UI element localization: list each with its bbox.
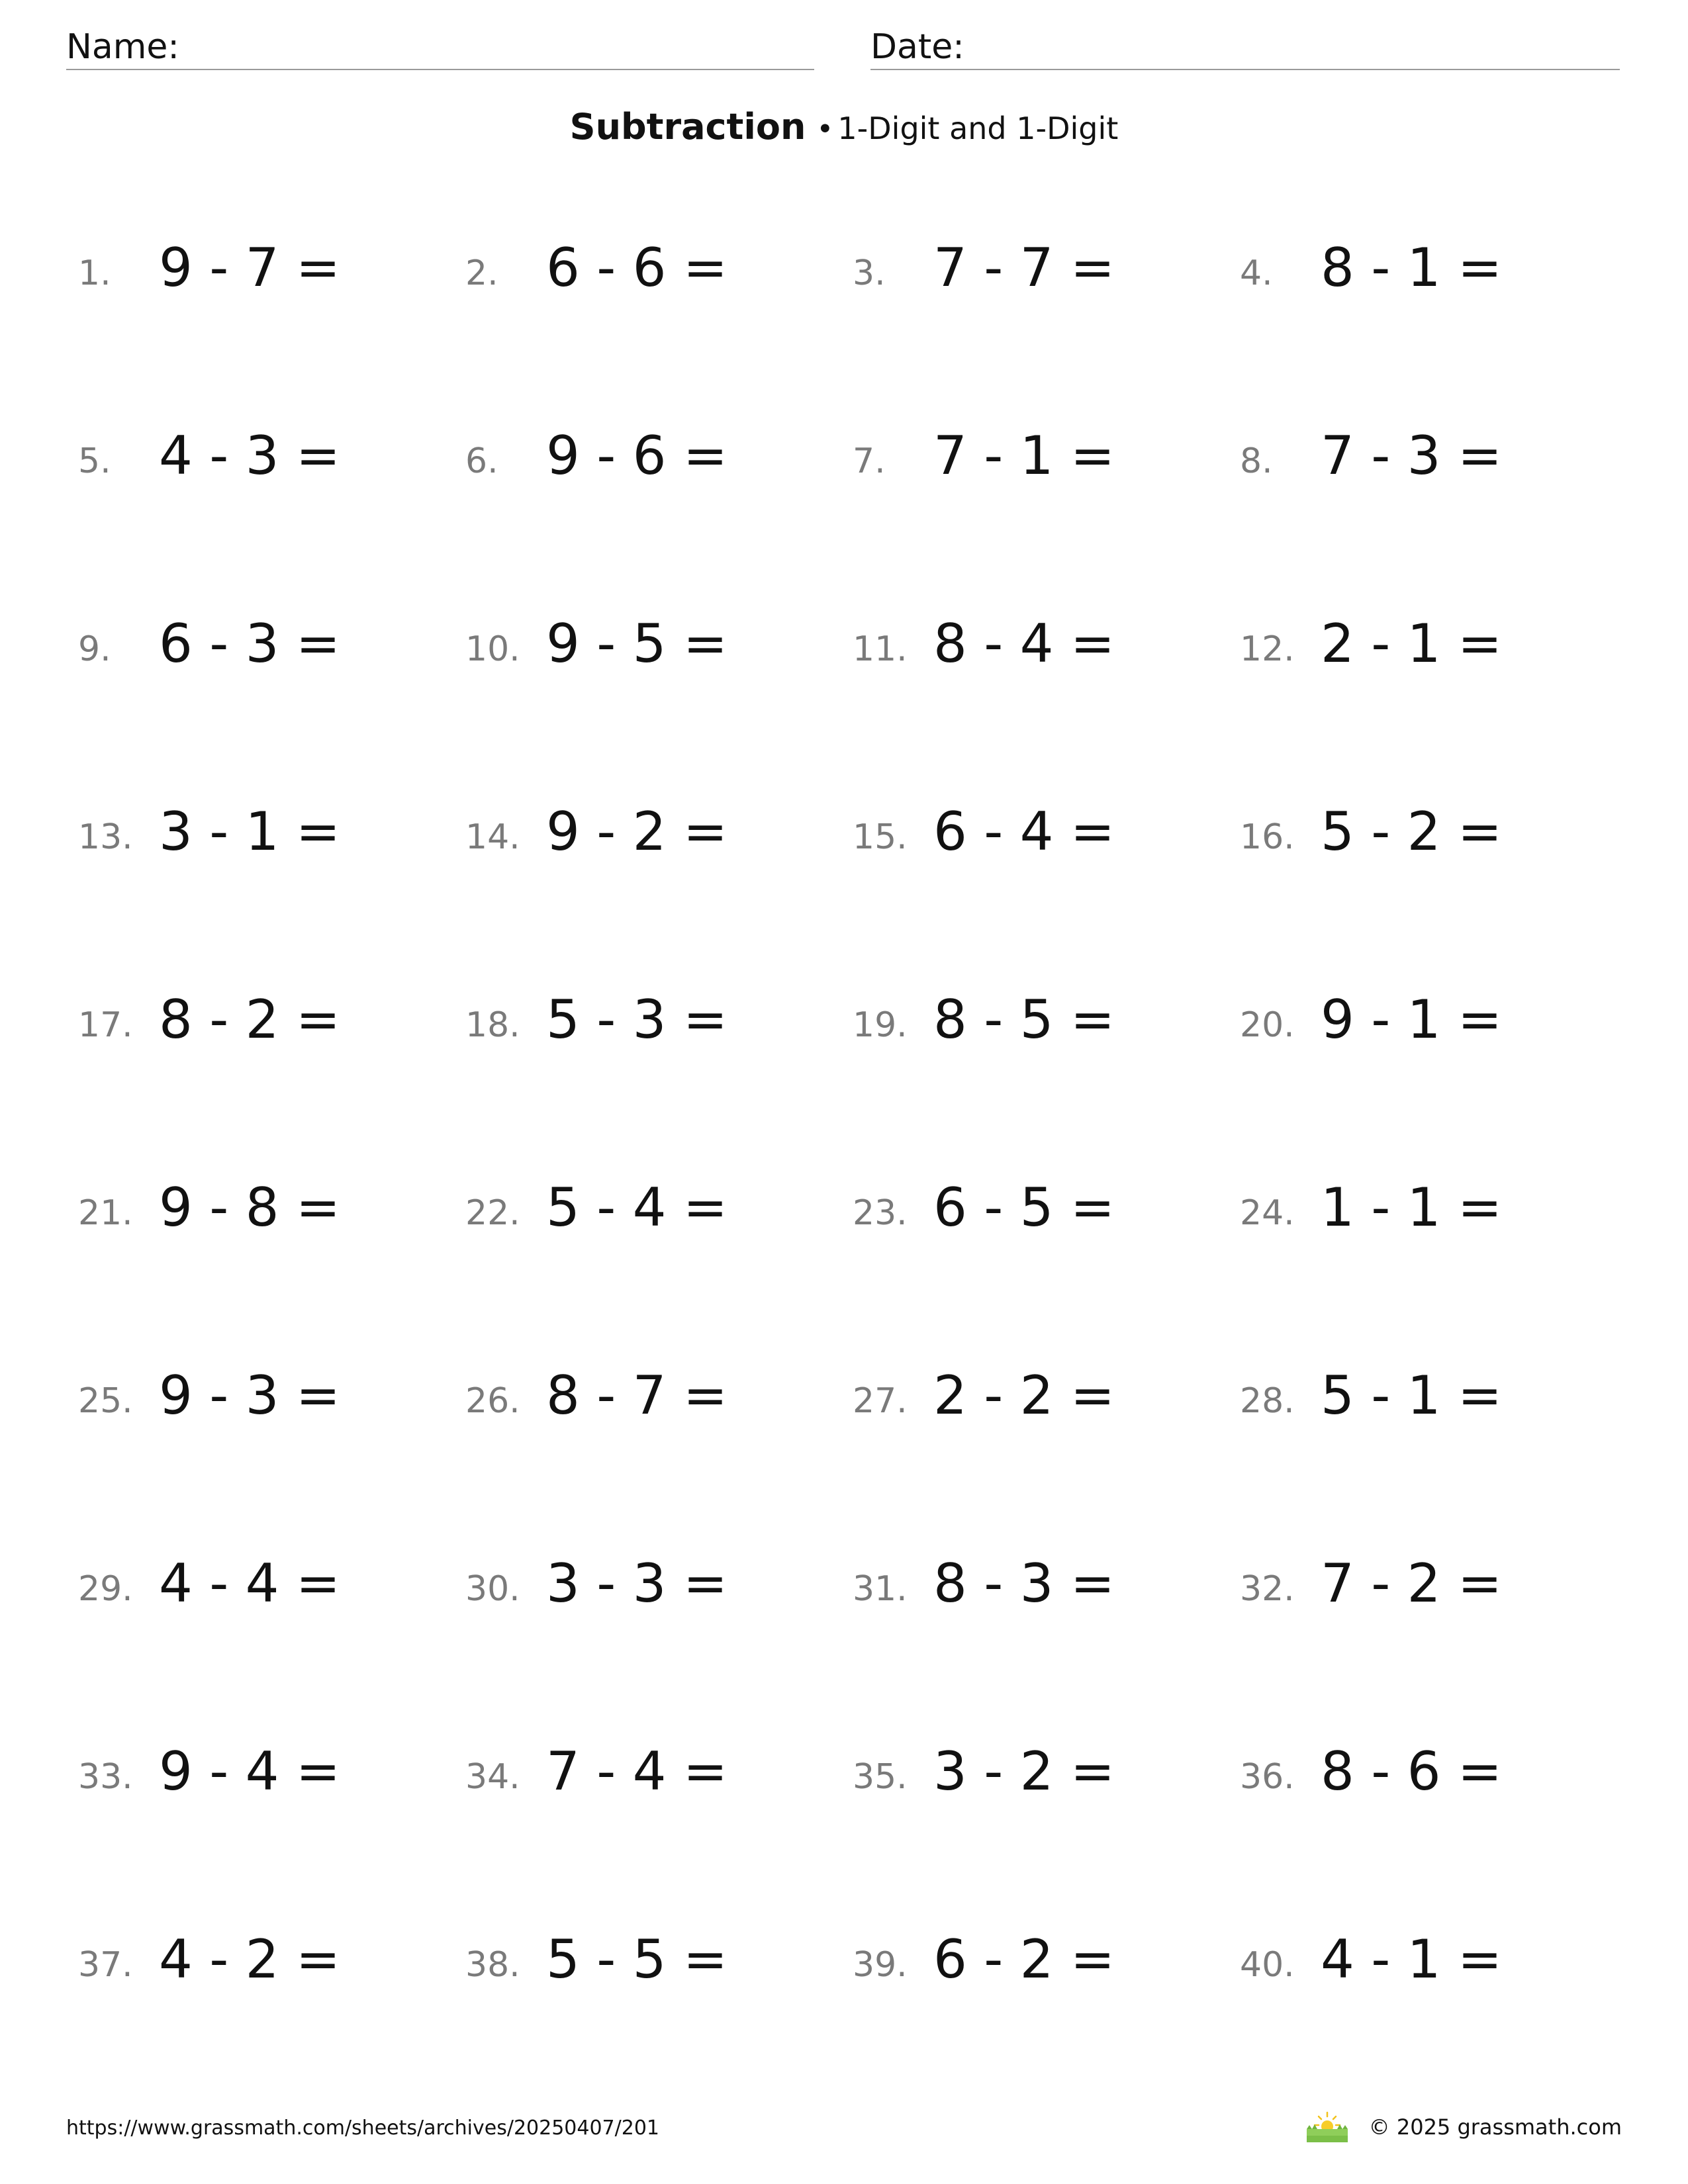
problem-expression: 7 - 2 = [1321,1553,1502,1614]
problem-number: 34. [465,1757,520,1797]
problem-number: 7. [853,441,886,481]
problem-expression: 8 - 7 = [546,1365,727,1426]
problem-expression: 5 - 2 = [1321,801,1502,862]
problem-number: 27. [853,1381,908,1421]
problem-expression: 9 - 1 = [1321,989,1502,1050]
problem-expression: 7 - 7 = [933,237,1115,298]
problem-expression: 6 - 6 = [546,237,727,298]
problem-expression: 3 - 1 = [159,801,340,862]
problem-expression: 2 - 2 = [933,1365,1115,1426]
name-field[interactable] [66,24,814,70]
problem-item [465,1732,836,1811]
problem-number: 19. [853,1005,908,1045]
problem-expression: 4 - 4 = [159,1553,340,1614]
problem-item [78,1544,449,1623]
problem-number: 23. [853,1193,908,1233]
worksheet-title [0,106,1688,148]
problem-number: 26. [465,1381,520,1421]
problem-item [853,1732,1223,1811]
problem-item [853,1920,1223,1999]
title-subtitle: 1-Digit and 1-Digit [837,111,1119,146]
problem-item [1240,1732,1611,1811]
problem-expression: 6 - 5 = [933,1177,1115,1238]
problem-expression: 4 - 1 = [1321,1929,1502,1990]
problem-number: 12. [1240,629,1295,669]
problem-expression: 8 - 6 = [1321,1741,1502,1802]
problem-item [1240,1544,1611,1623]
problem-number: 14. [465,817,520,857]
problem-expression: 4 - 3 = [159,425,340,486]
problem-expression: 5 - 4 = [546,1177,727,1238]
problem-number: 5. [78,441,111,481]
problem-item [465,604,836,684]
problem-expression: 9 - 5 = [546,613,727,674]
problem-item [853,1356,1223,1435]
problem-item [465,980,836,1060]
problem-item [78,1356,449,1435]
name-label: Name: [66,27,179,67]
problem-expression: 5 - 1 = [1321,1365,1502,1426]
problem-grid [0,228,1688,2115]
problem-item [78,980,449,1060]
problem-item [465,1544,836,1623]
problem-item [78,792,449,872]
grass-sun-icon [1304,2111,1350,2144]
problem-number: 39. [853,1945,908,1985]
problem-number: 37. [78,1945,133,1985]
date-field[interactable] [870,24,1620,70]
problem-number: 18. [465,1005,520,1045]
problem-expression: 8 - 3 = [933,1553,1115,1614]
problem-number: 11. [853,629,908,669]
problem-item [78,1168,449,1248]
problem-item [1240,1168,1611,1248]
problem-expression: 3 - 3 = [546,1553,727,1614]
problem-number: 13. [78,817,133,857]
problem-expression: 6 - 4 = [933,801,1115,862]
title-main: Subtraction [569,106,806,148]
problem-expression: 7 - 1 = [933,425,1115,486]
problem-item [465,792,836,872]
problem-expression: 9 - 2 = [546,801,727,862]
problem-number: 36. [1240,1757,1295,1797]
problem-number: 33. [78,1757,133,1797]
problem-expression: 8 - 4 = [933,613,1115,674]
problem-item [78,1732,449,1811]
problem-number: 32. [1240,1569,1295,1609]
problem-expression: 7 - 3 = [1321,425,1502,486]
problem-number: 30. [465,1569,520,1609]
problem-expression: 9 - 4 = [159,1741,340,1802]
problem-item [1240,1920,1611,1999]
problem-number: 29. [78,1569,133,1609]
problem-item [465,228,836,308]
problem-number: 17. [78,1005,133,1045]
problem-expression: 1 - 1 = [1321,1177,1502,1238]
problem-number: 28. [1240,1381,1295,1421]
problem-number: 31. [853,1569,908,1609]
problem-expression: 7 - 4 = [546,1741,727,1802]
problem-number: 8. [1240,441,1273,481]
problem-item [465,416,836,496]
problem-item [465,1920,836,1999]
problem-number: 21. [78,1193,133,1233]
problem-item [853,228,1223,308]
footer-url[interactable]: https://www.grassmath.com/sheets/archives/20250407/201 [66,2116,660,2140]
problem-expression: 4 - 2 = [159,1929,340,1990]
problem-item [1240,980,1611,1060]
problem-number: 1. [78,253,111,293]
problem-number: 3. [853,253,886,293]
problem-item [853,416,1223,496]
problem-number: 4. [1240,253,1273,293]
problem-item [853,604,1223,684]
problem-expression: 9 - 8 = [159,1177,340,1238]
problem-item [1240,228,1611,308]
problem-number: 10. [465,629,520,669]
problem-number: 2. [465,253,498,293]
problem-item [1240,792,1611,872]
problem-number: 9. [78,629,111,669]
problem-number: 6. [465,441,498,481]
problem-expression: 8 - 2 = [159,989,340,1050]
problem-item [1240,416,1611,496]
problem-item [78,604,449,684]
problem-number: 40. [1240,1945,1295,1985]
problem-item [853,980,1223,1060]
problem-expression: 3 - 2 = [933,1741,1115,1802]
problem-expression: 9 - 3 = [159,1365,340,1426]
problem-number: 24. [1240,1193,1295,1233]
problem-item [853,1168,1223,1248]
problem-item [1240,604,1611,684]
problem-expression: 2 - 1 = [1321,613,1502,674]
problem-number: 35. [853,1757,908,1797]
problem-expression: 6 - 2 = [933,1929,1115,1990]
footer-brand [1304,2107,1622,2147]
problem-number: 25. [78,1381,133,1421]
problem-item [465,1168,836,1248]
date-label: Date: [870,27,964,67]
problem-expression: 9 - 7 = [159,237,340,298]
problem-number: 38. [465,1945,520,1985]
problem-number: 20. [1240,1005,1295,1045]
problem-item [853,792,1223,872]
footer-copyright: © 2025 grassmath.com [1368,2115,1622,2140]
problem-item [78,416,449,496]
problem-expression: 5 - 5 = [546,1929,727,1990]
problem-number: 16. [1240,817,1295,857]
problem-expression: 5 - 3 = [546,989,727,1050]
problem-number: 22. [465,1193,520,1233]
problem-expression: 6 - 3 = [159,613,340,674]
problem-item [1240,1356,1611,1435]
problem-expression: 9 - 6 = [546,425,727,486]
problem-expression: 8 - 5 = [933,989,1115,1050]
problem-item [853,1544,1223,1623]
problem-expression: 8 - 1 = [1321,237,1502,298]
problem-item [78,228,449,308]
problem-item [465,1356,836,1435]
title-bullet: • [816,113,834,146]
problem-item [78,1920,449,1999]
problem-number: 15. [853,817,908,857]
